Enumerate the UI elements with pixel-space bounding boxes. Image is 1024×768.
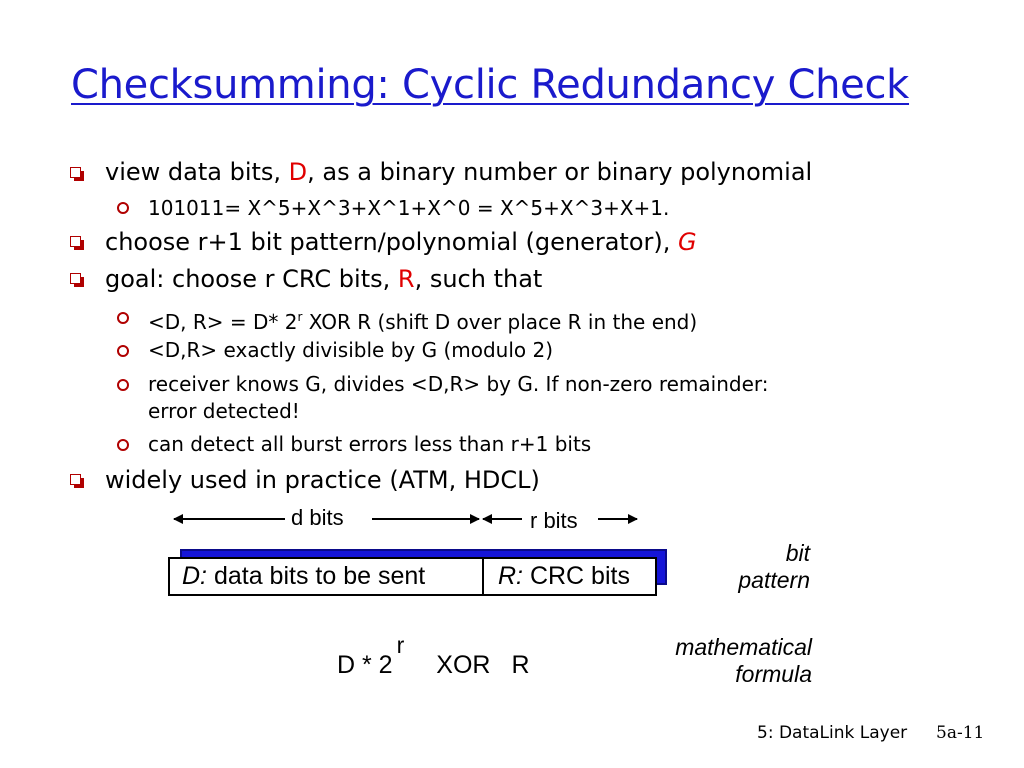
bullet-text: goal: choose r CRC bits,: [105, 265, 398, 293]
sub-bullet-receiver-line2: error detected!: [148, 399, 300, 423]
bit-pattern-box: [168, 557, 657, 596]
bullet-widely-used: widely used in practice (ATM, HDCL): [105, 466, 540, 494]
formula-base: D * 2: [337, 651, 393, 679]
d-prefix: D:: [182, 562, 207, 590]
d-text: data bits to be sent: [207, 562, 426, 590]
bullet-text: choose r+1 bit pattern/polynomial (generator),: [105, 228, 678, 256]
bullet-text: XOR R (shift D over place R in the end): [302, 310, 698, 334]
bullet-text: <D, R> = D* 2: [148, 310, 298, 334]
bullet-text: , such that: [414, 265, 543, 293]
var-g: G: [678, 228, 697, 256]
sub-bullet-burst-errors: can detect all burst errors less than r+1 bits: [148, 432, 592, 456]
d-bits-label: d bits: [291, 505, 344, 530]
var-r: R: [397, 265, 415, 293]
formula-exponent: r: [396, 632, 405, 658]
var-d: D: [288, 158, 308, 186]
math-formula-caption: [675, 634, 812, 688]
segment-divider: [482, 559, 484, 594]
bullet-text: view data bits,: [105, 158, 289, 186]
caption-line: formula: [735, 661, 812, 687]
bit-pattern-caption: [738, 540, 810, 594]
crc-formula: [337, 632, 530, 680]
r-text: CRC bits: [523, 562, 630, 590]
r-prefix: R:: [498, 562, 523, 590]
caption-line: bit: [785, 540, 810, 566]
crc-segment: [498, 562, 630, 591]
sub-bullet-receiver-line1: receiver knows G, divides <D,R> by G. If non-zero remainder:: [148, 372, 769, 396]
data-segment: [182, 562, 425, 591]
sub-bullet-polynomial: 101011= X^5+X^3+X^1+X^0 = X^5+X^3+X+1.: [148, 196, 670, 220]
superscript-r: r: [297, 310, 303, 324]
bullet-text: , as a binary number or binary polynomial: [307, 158, 813, 186]
formula-xor: XOR: [436, 651, 491, 679]
sub-bullet-divisible: <D,R> exactly divisible by G (modulo 2): [148, 338, 554, 362]
caption-line: pattern: [738, 567, 810, 593]
footer-chapter: 5: DataLink Layer: [757, 723, 908, 743]
formula-r: R: [511, 651, 530, 679]
r-bits-label: r bits: [530, 508, 578, 533]
slide-title: Checksumming: Cyclic Redundancy Check: [71, 62, 910, 108]
footer-page-number: 5a-11: [936, 723, 985, 743]
caption-line: mathematical: [675, 634, 812, 660]
